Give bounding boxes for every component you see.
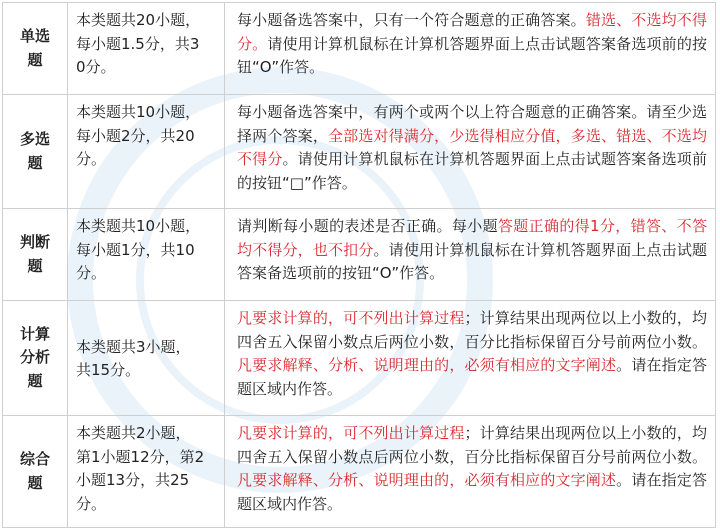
instruction-cell: 每小题备选答案中，有两个或两个以上符合题意的正确答案。请至少选择两个答案，全部选对得满分，少选得相应分值，多选、错选、不选均不得分。请使用计算机鼠标在计算机答题界面上点击试题答案备选项前的按钮“□”作答。 <box>225 95 716 209</box>
explanation-rule: 凡要求解释、分析、说明理由的，必须有相应的文字阐述 <box>237 356 617 374</box>
question-type-cell: 单选 题 <box>3 3 68 95</box>
penalty-rule: 全部选对得满分，少选得相应分值，多选、错选、不选均不得分 <box>237 126 707 168</box>
instruction-cell: 每小题备选答案中，只有一个符合题意的正确答案。错选、不选均不得分。请使用计算机鼠标在计算机答题界面上点击试题答案备选项前的按钮“O”作答。 <box>225 3 716 95</box>
calculation-rule: 凡要求计算的，可不列出计算过程 <box>237 309 465 327</box>
exam-rules-table <box>2 2 716 528</box>
table-row <box>3 416 716 528</box>
table-row <box>3 301 716 416</box>
instruction-cell: 请判断每小题的表述是否正确。每小题答题正确的得1分，错答、不答均不得分，也不扣分。请使用计算机鼠标在计算机答题界面上点击试题答案备选项前的按钮“O”作答。 <box>225 209 716 301</box>
question-type-cell: 判断 题 <box>3 209 68 301</box>
score-info-cell: 本类题共10小题， 每小题1分，共10 分。 <box>68 209 225 301</box>
table-row <box>3 209 716 301</box>
question-type-cell: 计算 分析 题 <box>3 301 68 416</box>
question-type-cell: 综合 题 <box>3 416 68 528</box>
explanation-rule: 凡要求解释、分析、说明理由的，必须有相应的文字阐述 <box>237 471 617 489</box>
table-row <box>3 3 716 95</box>
instruction-cell: 凡要求计算的，可不列出计算过程；计算结果出现两位以上小数的，均四舍五入保留小数点后两位小数，百分比指标保留百分号前两位小数。凡要求解释、分析、说明理由的，必须有相应的文字阐述。请在指定答题区域内作答。 <box>225 301 716 416</box>
question-type-cell: 多选 题 <box>3 95 68 209</box>
score-info-cell: 本类题共10小题， 每小题2分，共20 分。 <box>68 95 225 209</box>
calculation-rule: 凡要求计算的，可不列出计算过程 <box>237 424 465 442</box>
score-info-cell: 本类题共2小题， 第1小题12分，第2 小题13分，共25 分。 <box>68 416 225 528</box>
penalty-rule: 错选、不选均不得分。 <box>237 11 707 53</box>
instruction-cell: 凡要求计算的，可不列出计算过程；计算结果出现两位以上小数的，均四舍五入保留小数点后两位小数，百分比指标保留百分号前两位小数。凡要求解释、分析、说明理由的，必须有相应的文字阐述。请在指定答题区域内作答。 <box>225 416 716 528</box>
table-row <box>3 95 716 209</box>
score-info-cell: 本类题共20小题， 每小题1.5分，共3 0分。 <box>68 3 225 95</box>
penalty-rule: 答题正确的得1分，错答、不答均不得分，也不扣分 <box>237 217 707 259</box>
score-info-cell: 本类题共3小题， 共15分。 <box>68 301 225 416</box>
